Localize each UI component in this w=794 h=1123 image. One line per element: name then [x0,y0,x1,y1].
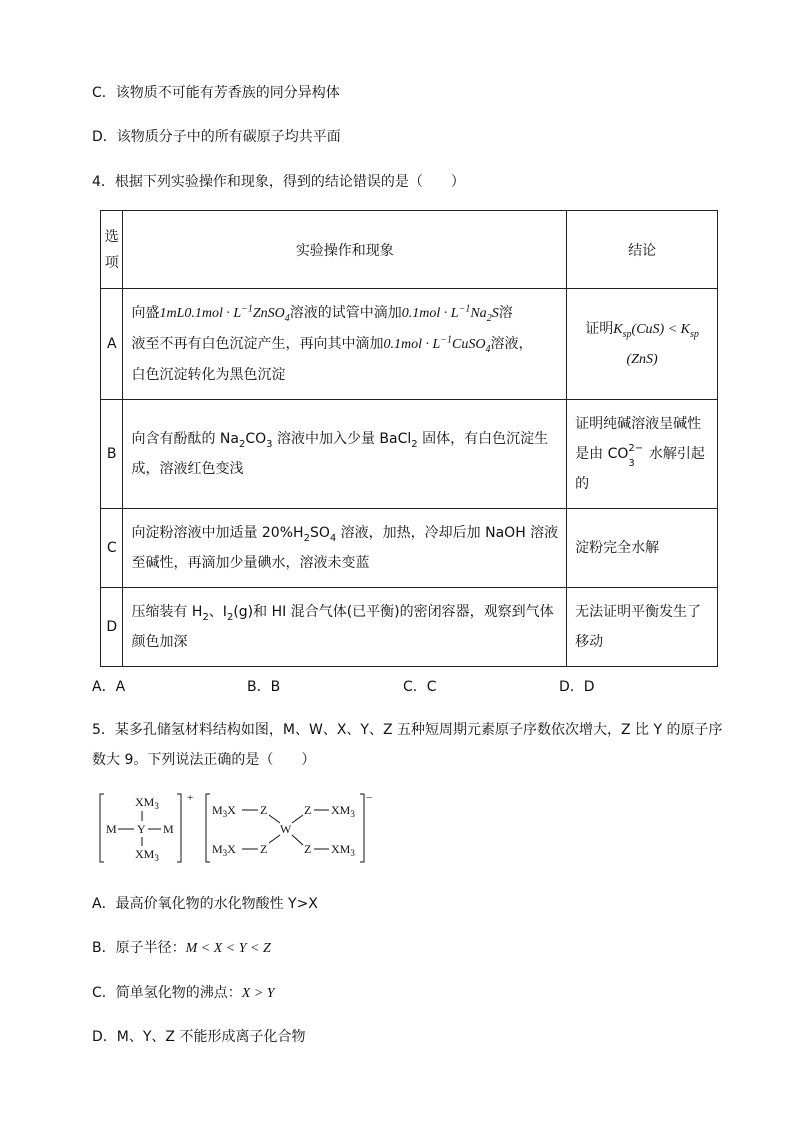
table-row-a [101,289,718,400]
q4-choice-a[interactable]: A．A [92,679,126,695]
text-fragment: 向淀粉溶液中加适量 20%H [131,525,304,541]
row-b-con-line3: 的 [575,476,590,492]
text-fragment: 、I [208,604,227,620]
subscript: 2 [303,532,310,544]
text-fragment: 向盛 [131,305,160,321]
structure-diagram [98,790,378,866]
text-fragment: 溶液的试管中滴加 [289,305,402,321]
option-expression: M < X < Y < Z [185,941,271,956]
text-fragment: 是由 CO [575,446,629,462]
subscript: 4 [329,532,337,544]
row-b-operation [123,400,567,509]
cation-y: Y [137,822,146,836]
row-c-con-line1: 淀粉完全水解 [575,540,660,556]
row-a-op-line2 [131,329,558,360]
q5-option-c[interactable] [92,982,275,1002]
bond [292,835,303,845]
subscript: 3 [222,809,228,819]
subscript: 2 [486,312,492,324]
anion-xm3-top [331,803,355,819]
bond [269,835,280,843]
row-c-op-line2: 至碱性，再滴加少量碘水，溶液未变蓝 [131,555,370,571]
q5-stem-line2: 数大 9。下列说法正确的是（ ） [92,752,316,768]
text-fragment: XM [331,803,351,817]
anion-z-tl: Z [260,803,268,817]
anion-z-br: Z [304,842,312,856]
subscript: 3 [628,458,635,469]
row-b-conclusion [567,400,718,509]
anion-w: W [280,822,292,836]
row-d-operation [123,588,567,667]
text-fragment: 液至不再有白色沉淀产生，再向其中滴加 [131,336,384,352]
formula-fragment: 1mL0.1mol · L [159,306,242,321]
q5-option-b[interactable] [92,937,271,957]
q5-stem-line1: 5．某多孔储氢材料结构如图，M、W、X、Y、Z 五种短周期元素原子序数依次增大，Z 比 Y 的原子序 [92,722,723,738]
row-a-conclusion [567,289,718,400]
q4-choice-d[interactable]: D．D [559,679,595,695]
text-fragment: SO [309,525,330,541]
text-fragment: XM [135,847,155,861]
text-fragment: X [227,803,236,817]
superscript: −1 [458,303,471,315]
formula-fragment: (CuS) < K [631,321,690,337]
row-a-op-line1 [131,298,558,329]
text-fragment: XM [331,842,351,856]
anion-z-bl: Z [260,842,268,856]
table-row-d [101,588,718,667]
text-fragment: 证明 [585,320,614,337]
subscript: 2 [202,611,209,623]
text-fragment: Z [304,803,312,817]
header-conclusion: 结论 [567,211,718,289]
q4-choice-c[interactable]: C．C [403,679,437,695]
subscript: 4 [284,312,290,324]
row-key: A [101,289,123,400]
anion-xm3-bottom [331,842,355,858]
table-header-row [101,211,718,289]
row-c-op-line1 [131,518,558,548]
text-fragment: 溶 [498,305,513,321]
experiment-table [100,210,718,667]
q5-option-a[interactable]: A．最高价氧化物的水化物酸性 Y>X [92,896,318,912]
q3-option-c: C．该物质不可能有芳香族的同分异构体 [92,85,340,101]
header-operation: 实验操作和现象 [123,211,567,289]
text-fragment: 固体，有白色沉淀生 [417,431,549,447]
row-a-operation [123,289,567,400]
subscript: sp [622,328,632,340]
anion-charge: − [366,792,373,804]
superscript: −1 [440,334,452,346]
q4-choice-b[interactable]: B．B [247,679,281,695]
option-expression: X > Y [241,986,275,1001]
superscript: 2− [628,443,644,454]
subscript: 2 [226,611,234,623]
anion-m3x-top [212,803,236,819]
cation-m-right: M [163,822,174,836]
bond [292,815,303,823]
text-fragment: 溶液， [490,336,533,352]
row-d-op-line1 [131,597,558,627]
row-b-op-line2: 成，溶液红色变浅 [131,461,244,477]
text-fragment: 向含有酚酞的 Na [131,431,239,447]
row-a-con-line2: (ZnS) [626,351,658,367]
subscript: 3 [154,853,159,863]
cation-m-left: M [106,822,117,836]
row-b-con-line2 [575,439,709,469]
formula-fragment: Na [470,306,487,321]
text-fragment: 溶液中加入少量 BaCl [272,431,412,447]
table-row-c [101,509,718,588]
subscript: 3 [266,438,273,450]
subscript: 3 [350,848,355,858]
row-key: B [101,400,123,509]
option-label: C．简单氢化物的沸点： [92,985,242,1001]
formula-fragment: 0.1mol · L [401,306,459,321]
text-fragment: 水解引起 [644,446,705,462]
text-fragment: X [227,842,236,856]
formula-fragment: K [613,321,623,337]
text-fragment: CO [245,431,267,447]
row-b-con-line1: 证明纯碱溶液呈碱性 [575,416,702,432]
formula-fragment: S [491,306,499,321]
row-d-con-line1: 无法证明平衡发生了 [575,604,702,620]
header-option [101,211,123,289]
header-option-bottom: 项 [104,254,119,271]
row-d-con-line2: 移动 [575,634,604,650]
q5-option-d[interactable]: D．M、Y、Z 不能形成离子化合物 [92,1029,306,1045]
subscript: 3 [350,809,355,819]
cation-xm3-top [135,795,159,811]
table-row-b [101,400,718,509]
bond [269,815,280,823]
text-fragment: XM [135,795,155,809]
subscript: 3 [154,801,159,811]
row-key: D [101,588,123,667]
anion-z-tr [304,803,311,817]
row-b-op-line1 [131,424,558,454]
ion-script [628,443,644,469]
superscript: −1 [241,303,253,315]
row-d-conclusion [567,588,718,667]
subscript: 4 [485,343,491,355]
text-fragment: M [212,803,223,817]
formula-fragment: CuSO [452,337,486,352]
text-fragment: M [212,842,223,856]
subscript: 2 [238,438,246,450]
row-c-operation [123,509,567,588]
text-fragment: 溶液，加热，冷却后加 NaOH 溶液 [336,525,559,541]
cation-charge: + [187,792,194,804]
row-a-op-line3: 白色沉淀转化为黑色沉淀 [131,367,286,383]
q3-option-d: D．该物质分子中的所有碳原子均共平面 [92,129,341,145]
row-d-op-line2: 颜色加深 [131,634,188,650]
anion-m3x-bottom [212,842,236,858]
text-fragment: (g)和 HI 混合气体(已平衡)的密闭容器，观察到气体 [233,604,554,620]
formula-fragment: ZnSO [252,306,285,321]
subscript: 2 [411,438,418,450]
q4-stem: 4．根据下列实验操作和现象，得到的结论错误的是（ ） [92,174,465,190]
row-a-con-line1 [575,314,709,345]
formula-fragment: 0.1mol · L [383,337,441,352]
row-key: C [101,509,123,588]
row-c-conclusion [567,509,718,588]
option-label: B．原子半径： [92,940,186,956]
subscript: 3 [222,848,228,858]
cation-xm3-bottom [135,847,159,863]
subscript: sp [689,328,699,340]
header-option-top: 选 [104,228,119,245]
text-fragment: 压缩装有 H [131,604,203,620]
